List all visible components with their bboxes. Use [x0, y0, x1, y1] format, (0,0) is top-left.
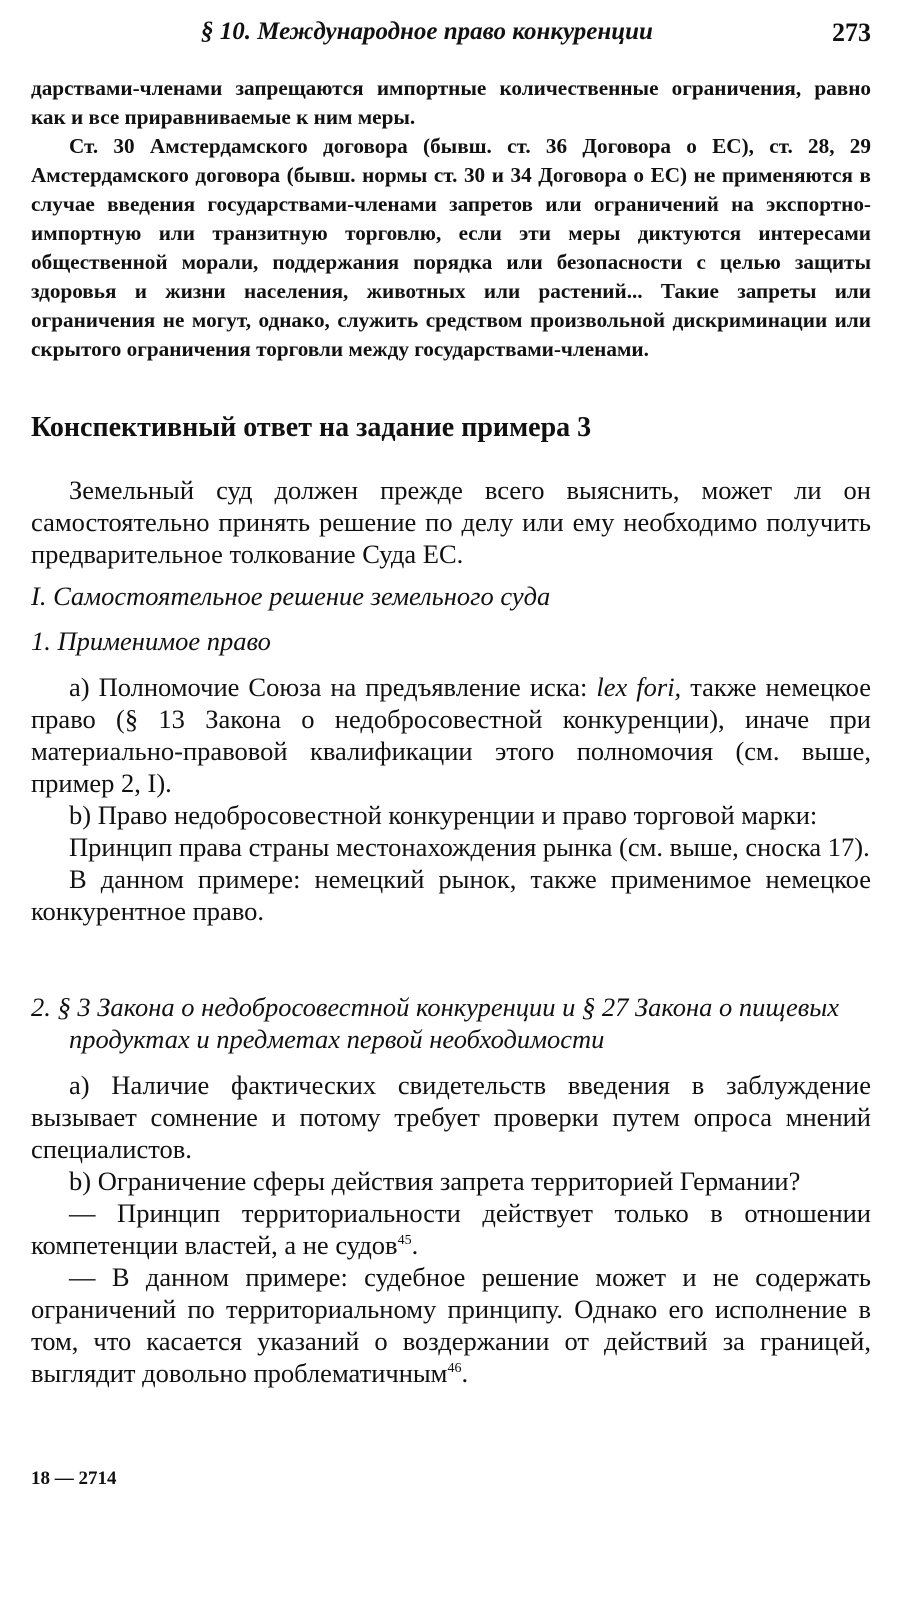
intro-block [31, 74, 871, 364]
subheading-1: 1. Применимое право [31, 626, 271, 656]
paragraph-2b: b) Ограничение сферы действия запрета территорией Германии? [69, 1166, 801, 1196]
footnote-ref-46: 46 [447, 1361, 462, 1377]
lead-paragraph: Земельный суд должен прежде всего выяснить, может ли он самостоятельно принять решение по делу или ему необходимо получить предварительное толкование Суда ЕС. [31, 475, 871, 569]
section-heading: Конспективный ответ на задание примера 3 [31, 412, 592, 443]
intro-paragraph-1: дарствами-членами запрещаются импортные количественные ограничения, равно как и все приравниваемые к ним меры. [31, 76, 871, 129]
dash-1-end: . [411, 1230, 419, 1260]
running-title: § 10. Международное право конкуренции [201, 18, 653, 45]
dash-2-text: — В данном примере: судебное решение может и не содержать ограничений по территориальному принципу. Однако его исполнение в том, что касается указаний о воздержании от действий за границей, выглядит довольно проблематичным [31, 1262, 871, 1388]
paragraph-1b-principle: Принцип права страны местонахождения рынка (см. выше, сноска 17). [69, 832, 870, 862]
part-heading-I: I. Самостоятельное решение земельного суда [31, 581, 551, 611]
dash-1-text: — Принцип территориальности действует только в отношении компетенции властей, а не судов [31, 1198, 871, 1260]
printer-signature: 18 — 2714 [31, 1468, 117, 1489]
paragraph-2b-dash-1 [31, 1197, 871, 1261]
unfair-competition-block [31, 1069, 871, 1389]
lex-fori-term: lex fori, [596, 672, 682, 702]
paragraph-1b-example: В данном примере: немецкий рынок, также применимое немецкое конкурентное право. [31, 864, 871, 926]
applicable-law-block [31, 671, 871, 927]
paragraph-2b-dash-2 [31, 1261, 871, 1389]
intro-paragraph-2: Ст. 30 Амстердамского договора (бывш. ст. 36 Договора о ЕС), ст. 28, 29 Амстердамского договора (бывш. нормы ст. 30 и 34 Договора о ЕС) не применяются в случае введения государствами-членами запретов или ограничений на экспортно-импортную или транзитную торговлю, если эти меры диктуются интересами общественной морали, поддержания порядка или безопасности с целью защиты здоровья и жизни населения, животных или растений... Такие запреты или ограничения не могут, однако, служить средством произвольной дискриминации или скрытого ограничения торговли между государствами-членами. [31, 134, 871, 361]
page-number: 273 [832, 18, 871, 47]
paragraph-1a-start: а) Полномочие Союза на предъявление иска: [69, 672, 597, 702]
paragraph-2a: а) Наличие фактических свидетельств введения в заблуждение вызывает сомнение и потому требует проверки путем опроса мнений специалистов. [31, 1070, 871, 1164]
paragraph-1a-end: также немецкое право (§ 13 Закона о недобросовестной конкуренции), иначе при материально-правовой квалификации этого полномочия (см. выше, пример 2, I). [31, 672, 871, 798]
running-head [31, 18, 871, 52]
paragraph-1a [31, 671, 871, 799]
paragraph-1b: b) Право недобросовестной конкуренции и право торговой марки: [69, 800, 818, 830]
subheading-2: 2. § 3 Закона о недобросовестной конкуренции и § 27 Закона о пищевых продуктах и предметах первой необходимости [31, 992, 840, 1054]
footnote-ref-45: 45 [397, 1233, 412, 1249]
dash-2-end: . [461, 1358, 469, 1388]
